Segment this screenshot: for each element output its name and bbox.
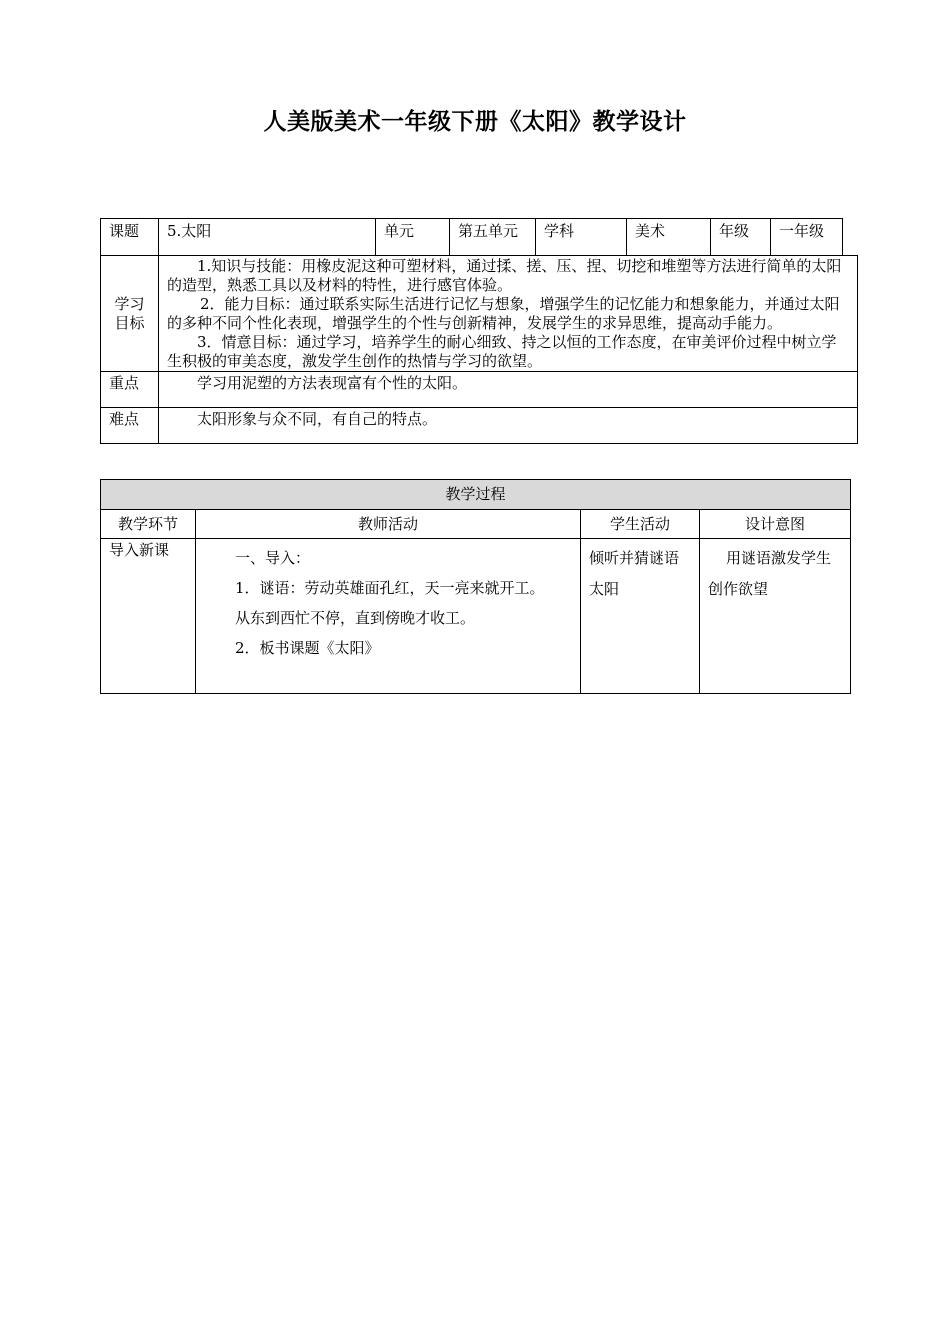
difficulty-label: 难点 — [101, 408, 159, 444]
teacher-line: 从东到西忙不停，直到傍晚才收工。 — [235, 609, 476, 627]
page-title: 人美版美术一年级下册《太阳》教学设计 — [263, 109, 687, 135]
key-value — [159, 372, 858, 408]
col-intent: 设计意图 — [700, 510, 851, 539]
key-label: 重点 — [101, 372, 159, 408]
student-activity-cell: 倾听并猜谜语太阳 — [581, 539, 700, 694]
topic-value: 5.太阳 — [159, 219, 376, 256]
teacher-line: 一、导入： — [235, 549, 311, 567]
goals-content — [159, 256, 858, 372]
goal-emotion: 3．情意目标：通过学习，培养学生的耐心细致、持之以恒的工作态度，在审美评价过程中树立学生积极的审美态度，激发学生创作的热情与学习的欲望。 — [167, 333, 837, 370]
unit-value: 第五单元 — [450, 219, 536, 256]
process-column-headers — [101, 510, 851, 539]
spacer-cell — [843, 219, 858, 256]
goals-label-text: 学习目标 — [114, 294, 145, 332]
goal-knowledge: 1.知识与技能：用橡皮泥这种可塑材料，通过揉、搓、压、捏、切挖和堆塑等方法进行简单的太阳的造型，熟悉工具以及材料的特性，进行感官体验。 — [167, 257, 842, 294]
unit-label: 单元 — [376, 219, 450, 256]
key-value-text: 学习用泥塑的方法表现富有个性的太阳。 — [197, 374, 468, 392]
goals-label — [101, 256, 159, 372]
stage-cell: 导入新课 — [101, 539, 196, 694]
process-header-row — [101, 480, 851, 510]
process-header: 教学过程 — [101, 480, 851, 510]
goal-ability: 2．能力目标：通过联系实际生活进行记忆与想象，增强学生的记忆能力和想象能力，并通过太阳的多种不同个性化表现，增强学生的个性与创新精神，发展学生的求异思维，提高动手能力。 — [167, 295, 840, 332]
col-stage: 教学环节 — [101, 510, 196, 539]
key-row — [101, 372, 858, 408]
goals-row — [101, 256, 858, 372]
difficulty-value — [159, 408, 858, 444]
lesson-info-table — [100, 218, 858, 444]
teacher-line: 2．板书课题《太阳》 — [235, 639, 380, 657]
subject-label: 学科 — [536, 219, 627, 256]
col-student: 学生活动 — [581, 510, 700, 539]
col-teacher: 教师活动 — [196, 510, 581, 539]
grade-value: 一年级 — [771, 219, 843, 256]
subject-value: 美术 — [627, 219, 711, 256]
difficulty-row — [101, 408, 858, 444]
difficulty-value-text: 太阳形象与众不同，有自己的特点。 — [197, 410, 438, 428]
grade-label: 年级 — [711, 219, 771, 256]
teacher-activity-cell — [196, 539, 581, 694]
process-row — [101, 539, 851, 694]
teaching-process-table — [100, 479, 851, 694]
teacher-line: 1．谜语：劳动英雄面孔红，天一亮来就开工。 — [235, 579, 545, 597]
info-header-row — [101, 219, 858, 256]
topic-label: 课题 — [101, 219, 159, 256]
design-intent-cell: 用谜语激发学生创作欲望 — [700, 539, 851, 694]
